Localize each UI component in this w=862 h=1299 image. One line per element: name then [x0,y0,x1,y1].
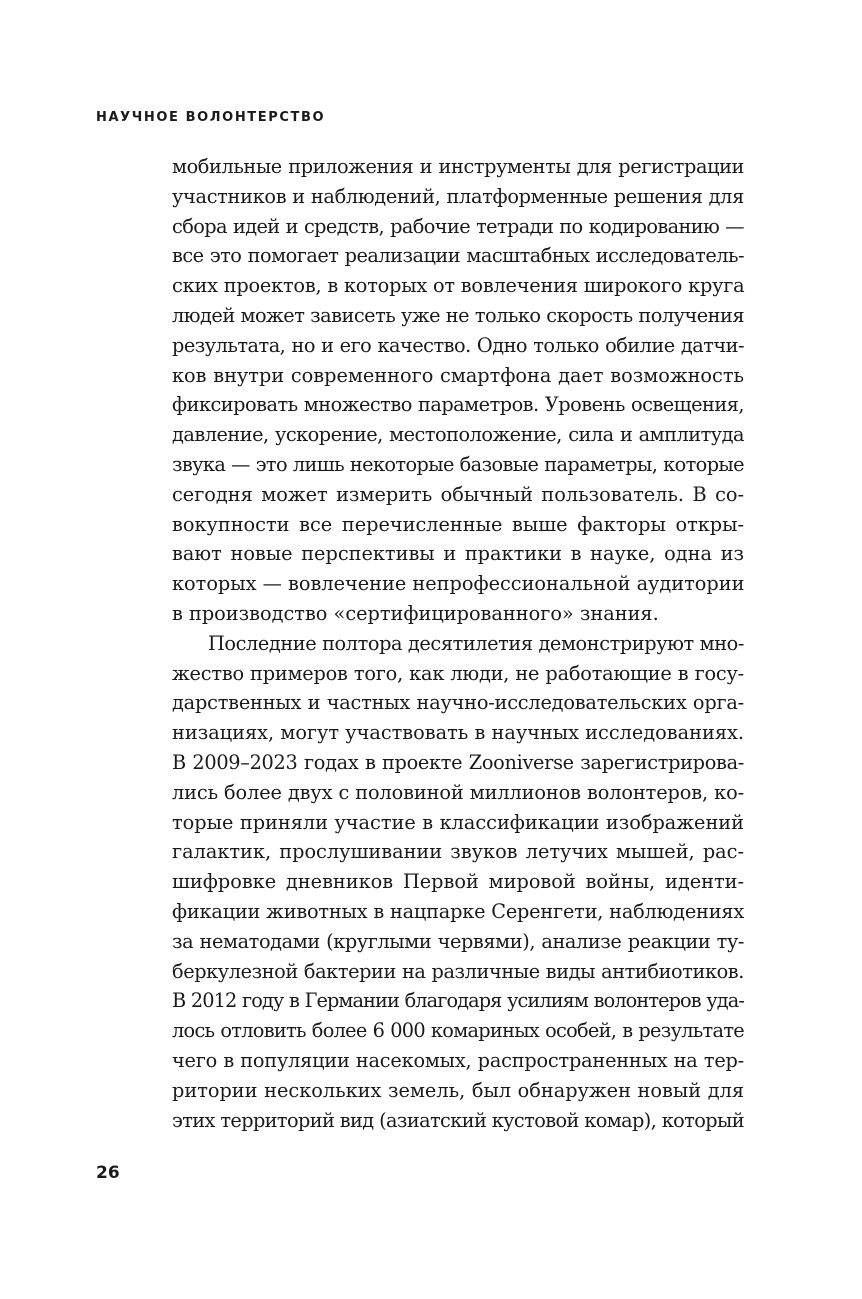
text-line: людей может зависеть уже не только скорость получения [172,303,744,327]
text-line: шифровке дневников Первой мировой войны, иденти- [172,870,744,894]
text-line: лись более двух с половиной миллионов волонтеров, ко- [172,780,744,804]
text-line: ских проектов, в которых от вовлечения широкого круга [172,274,745,298]
paragraph-2 [172,629,744,1136]
text-line: галактик, прослушивании звуков летучих мышей, рас- [172,840,744,864]
body-text [172,152,744,1135]
text-line: сегодня может измерить обычный пользователь. В со- [172,482,744,506]
text-line: Последние полтора десятилетия демонстрируют мно- [208,631,744,655]
text-line: за нематодами (круглыми червями), анализе реакции ту- [172,929,744,953]
text-line: фиксировать множество параметров. Уровень освещения, [172,393,744,417]
text-line: ритории нескольких земель, был обнаружен новый для [172,1078,744,1102]
text-line: В 2012 году в Германии благодаря усилиям волонтеров уда- [172,989,744,1013]
text-line: беркулезной бактерии на различные виды антибиотиков. [172,959,744,983]
text-line: звука — это лишь некоторые базовые параметры, которые [172,452,744,476]
text-line: жество примеров того, как люди, не работающие в госу- [172,661,744,685]
text-line: давление, ускорение, местоположение, сила и амплитуда [172,423,744,447]
text-line: вают новые перспективы и практики в науке, одна из [172,542,744,566]
text-line: все это помогает реализации масштабных исследователь- [172,244,744,268]
text-line: которых — вовлечение непрофессиональной аудитории [172,572,745,596]
text-line: дарственных и частных научно-исследовательских орга- [172,691,744,715]
running-head-title: НАУЧНОЕ ВОЛОНТЕРСТВО [96,110,326,125]
text-line: фикации животных в нацпарке Серенгети, наблюдениях [172,899,744,923]
text-line: ков внутри современного смартфона дает возможность [172,363,744,387]
text-line: сбора идей и средств, рабочие тетради по кодированию — [172,214,744,238]
text-line: результата, но и его качество. Одно только обилие датчи- [172,333,744,357]
text-line: чего в популяции насекомых, распространенных на тер- [172,1048,744,1072]
text-line: в производство «сертифицированного» знания. [172,601,659,625]
page-number: 26 [96,1163,120,1183]
text-line: мобильные приложения и инструменты для регистрации [172,155,744,178]
paragraph-1 [172,152,744,629]
text-line: вокупности все перечисленные выше факторы откры- [172,512,744,536]
text-line: лось отловить более 6 000 комариных особей, в результате [172,1019,744,1043]
text-line: торые приняли участие в классификации изображений [172,810,744,834]
text-line: этих территорий вид (азиатский кустовой комар), который [172,1108,744,1132]
text-line: участников и наблюдений, платформенные решения для [172,184,744,208]
text-line: В 2009–2023 годах в проекте Zooniverse зарегистрирова- [172,750,744,774]
text-line: низациях, могут участвовать в научных исследованиях. [172,721,744,745]
